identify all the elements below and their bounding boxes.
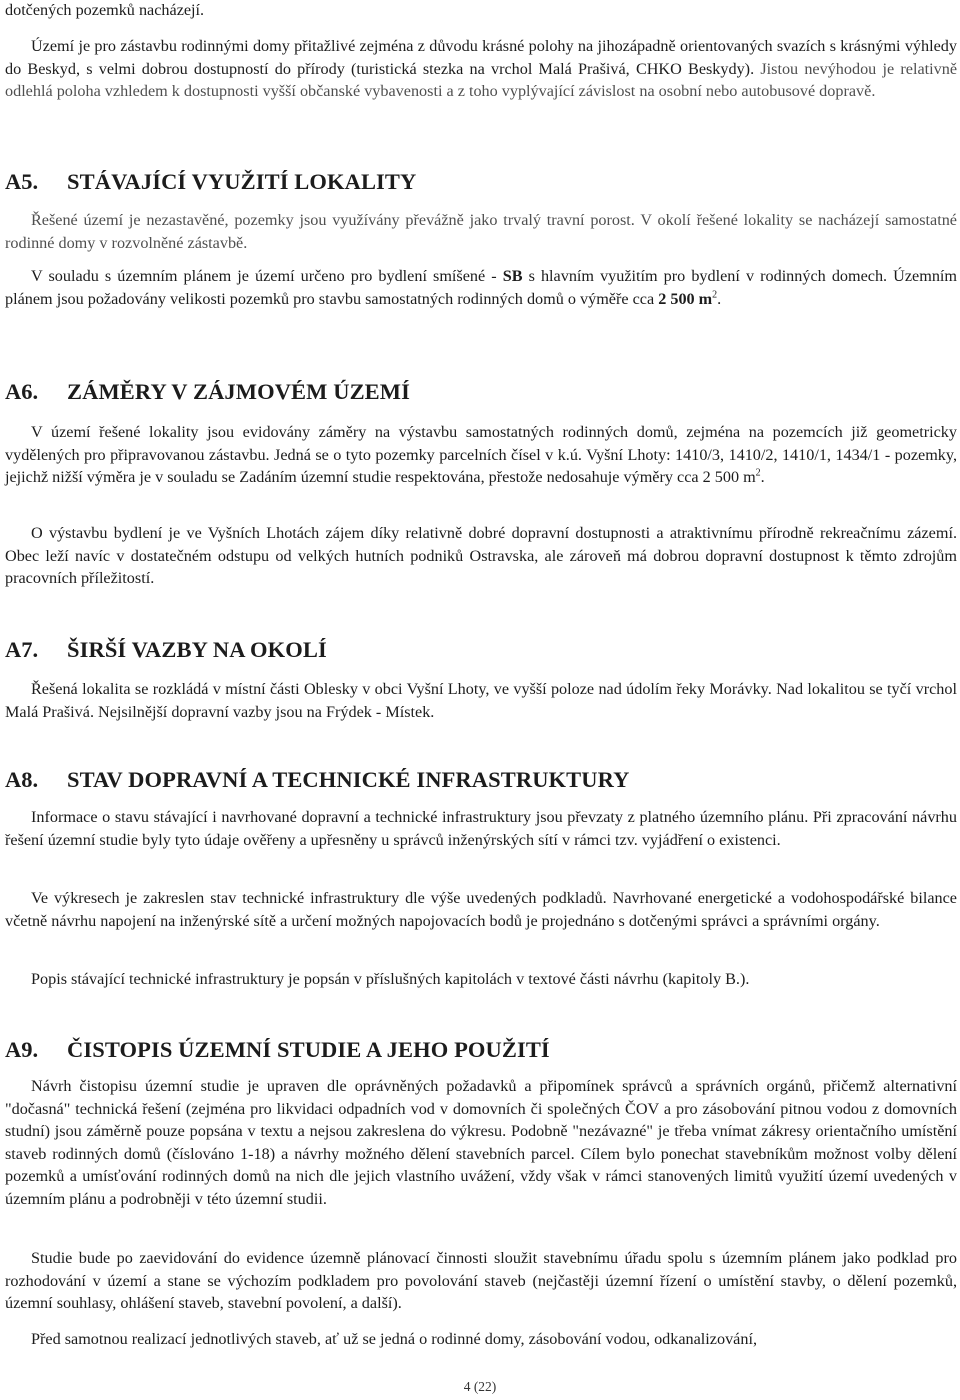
a8-paragraph-1: Informace o stavu stávající i navrhované dopravní a technické infrastruktury jsou převzaty z platného územního plánu. Při zpracování návrhu řešení územní studie byly tyto údaje ověřeny a upřesněny u správců inženýrských sítí v rámci tzv. vyjádření o existenci. — [5, 808, 957, 849]
section-heading-a8 — [5, 766, 630, 794]
a5-area-value: 2 500 m — [658, 289, 713, 308]
top-fragment: dotčených pozemků nacházejí. — [5, 1, 205, 19]
page-number: 4 (22) — [463, 1379, 497, 1394]
section-title: STAV DOPRAVNÍ A TECHNICKÉ INFRASTRUKTURY — [67, 767, 630, 792]
section-title: ŠIRŠÍ VAZBY NA OKOLÍ — [67, 637, 327, 662]
a6-paragraph-1 — [5, 421, 957, 489]
intro-text-a: Území je pro zástavbu rodinnými domy přitažlivé zejména z důvodu krásné polohy na jihozápadně orientovaných svazích s krásnými výhledy do Beskyd, s velmi dobrou dostupností do přírody (turistická stezka na vrchol Malá Prašivá, CHKO Beskydy). — [5, 37, 957, 78]
zoning-code-sb: SB — [502, 267, 523, 285]
a5-p2-text-b: s hlavním využitím pro bydlení v rodinných domech. Územním plánem jsou požadovány velikosti pozemků pro stavbu samostatných rodinných domů o výměře cca — [5, 267, 958, 308]
a8-paragraph-2: Ve výkresech je zakreslen stav technické infrastruktury dle výše uvedených podkladů. Navrhované energetické a vodohospodářské bilance včetně návrhu napojení na inženýrské sítě a určení možných napojovacích bodů je projednáno s dotčenými správci a správními orgány. — [5, 889, 957, 930]
a6-p1-text: V území řešené lokality jsou evidovány záměry na výstavbu samostatných rodinných domů, zejména na pozemcích již geometricky vydělených pro připravovanou zástavbu. Jedná se o tyto pozemky parcelních čísel v k.ú. Vyšní Lhoty: 1410/3, 1410/2, 1410/1, 1434/1 - pozemky, jejichž nižší výměra je v souladu se Zadáním územní studie respektována, přestože nedosahuje výměry cca 2 500 m — [5, 423, 957, 487]
section-number: A9. — [5, 1037, 39, 1062]
a5-p2-end: . — [717, 289, 722, 308]
a9-paragraph-2: Studie bude po zaevidování do evidence územně plánovací činnosti sloužit stavebnímu úřadu spolu s územním plánem jako podklad pro rozhodování v území a stane se výchozím podkladem pro povolování staveb (nejčastěji územní řízení o umístění stavby, o dělení pozemků, územní souhlasy, ohlášení staveb, stavební povolení, a další). — [5, 1249, 957, 1313]
section-heading-a7 — [5, 636, 327, 664]
a6-paragraph-2: O výstavbu bydlení je ve Vyšních Lhotách zájem díky relativně dobré dopravní dostupnosti a atraktivnímu přírodně rekreačnímu zázemí. Obec leží navíc v dostatečném odstupu od velkých hutních podniků Ostravska, ale zároveň má dobrou dopravní dostupnost k těmto zdrojům pracovních příležitostí. — [5, 524, 957, 588]
a5-area-superscript: 2 — [712, 289, 718, 301]
a5-paragraph-2 — [5, 265, 957, 310]
a6-p1-end: . — [760, 468, 765, 487]
section-heading-a9 — [5, 1036, 550, 1064]
section-number: A8. — [5, 767, 39, 792]
a9-paragraph-1: Návrh čistopisu územní studie je upraven dle oprávněných požadavků a připomínek správců a správních orgánů, přičemž alternativní "dočasná" technická řešení (zejména pro likvidaci odpadních vod v domovních či společných ČOV a pro zásobování pitnou vodou z domovních studní) jsou záměrně pouze popsána v textu a nejsou zakreslena do výkresu. Podobně "nezávazné" je třeba vnímat zákresy orientačního umístění staveb rodinných domů (číslováno 1-18) a návrhy možného dělení stavebních parcel. Cílem bylo ponechat stavebníkům možnost volby dělení pozemků a umísťování rodinných domů na nich dle jejich vlastního uvážení, vždy však v rámci stanovených limitů využití území uvedených v územním plánu a podrobněji v této územní studii. — [5, 1077, 957, 1208]
section-title: STÁVAJÍCÍ VYUŽITÍ LOKALITY — [67, 169, 417, 194]
section-heading-a6 — [5, 378, 410, 406]
section-title: ČISTOPIS ÚZEMNÍ STUDIE A JEHO POUŽITÍ — [67, 1037, 550, 1062]
section-number: A6. — [5, 379, 39, 404]
section-heading-a5 — [5, 168, 416, 196]
a7-paragraph-1: Řešená lokalita se rozkládá v místní části Oblesky v obci Vyšní Lhoty, ve vyšší poloze nad údolím řeky Morávky. Nad lokalitou se tyčí vrchol Malá Prašivá. Nejsilnější dopravní vazby jsou na Frýdek - Místek. — [5, 680, 957, 721]
section-number: A5. — [5, 169, 39, 194]
section-number: A7. — [5, 637, 39, 662]
intro-paragraph — [5, 35, 957, 103]
intro-text-b: Jistou nevýhodou je relativně odlehlá poloha vzhledem k dostupnosti vyšší občanské vybavenosti a z toho vyplývající závislost na osobní nebo autobusové dopravě. — [5, 59, 958, 101]
section-title: ZÁMĚRY V ZÁJMOVÉM ÚZEMÍ — [67, 379, 410, 404]
a8-paragraph-3: Popis stávající technické infrastruktury je popsán v příslušných kapitolách v textové části návrhu (kapitoly B.). — [31, 970, 750, 988]
a5-p2-text-a: V souladu s územním plánem je území určeno pro bydlení smíšené - — [31, 267, 503, 285]
a9-paragraph-3: Před samotnou realizací jednotlivých staveb, ať už se jedná o rodinné domy, zásobování vodou, odkanalizování, — [31, 1330, 758, 1348]
a5-paragraph-1: Řešené území je nezastavěné, pozemky jsou využívány převážně jako trvalý travní porost. V okolí řešené lokality se nacházejí samostatné rodinné domy v rozvolněné zástavbě. — [5, 211, 957, 252]
a6-area-superscript: 2 — [755, 467, 761, 479]
